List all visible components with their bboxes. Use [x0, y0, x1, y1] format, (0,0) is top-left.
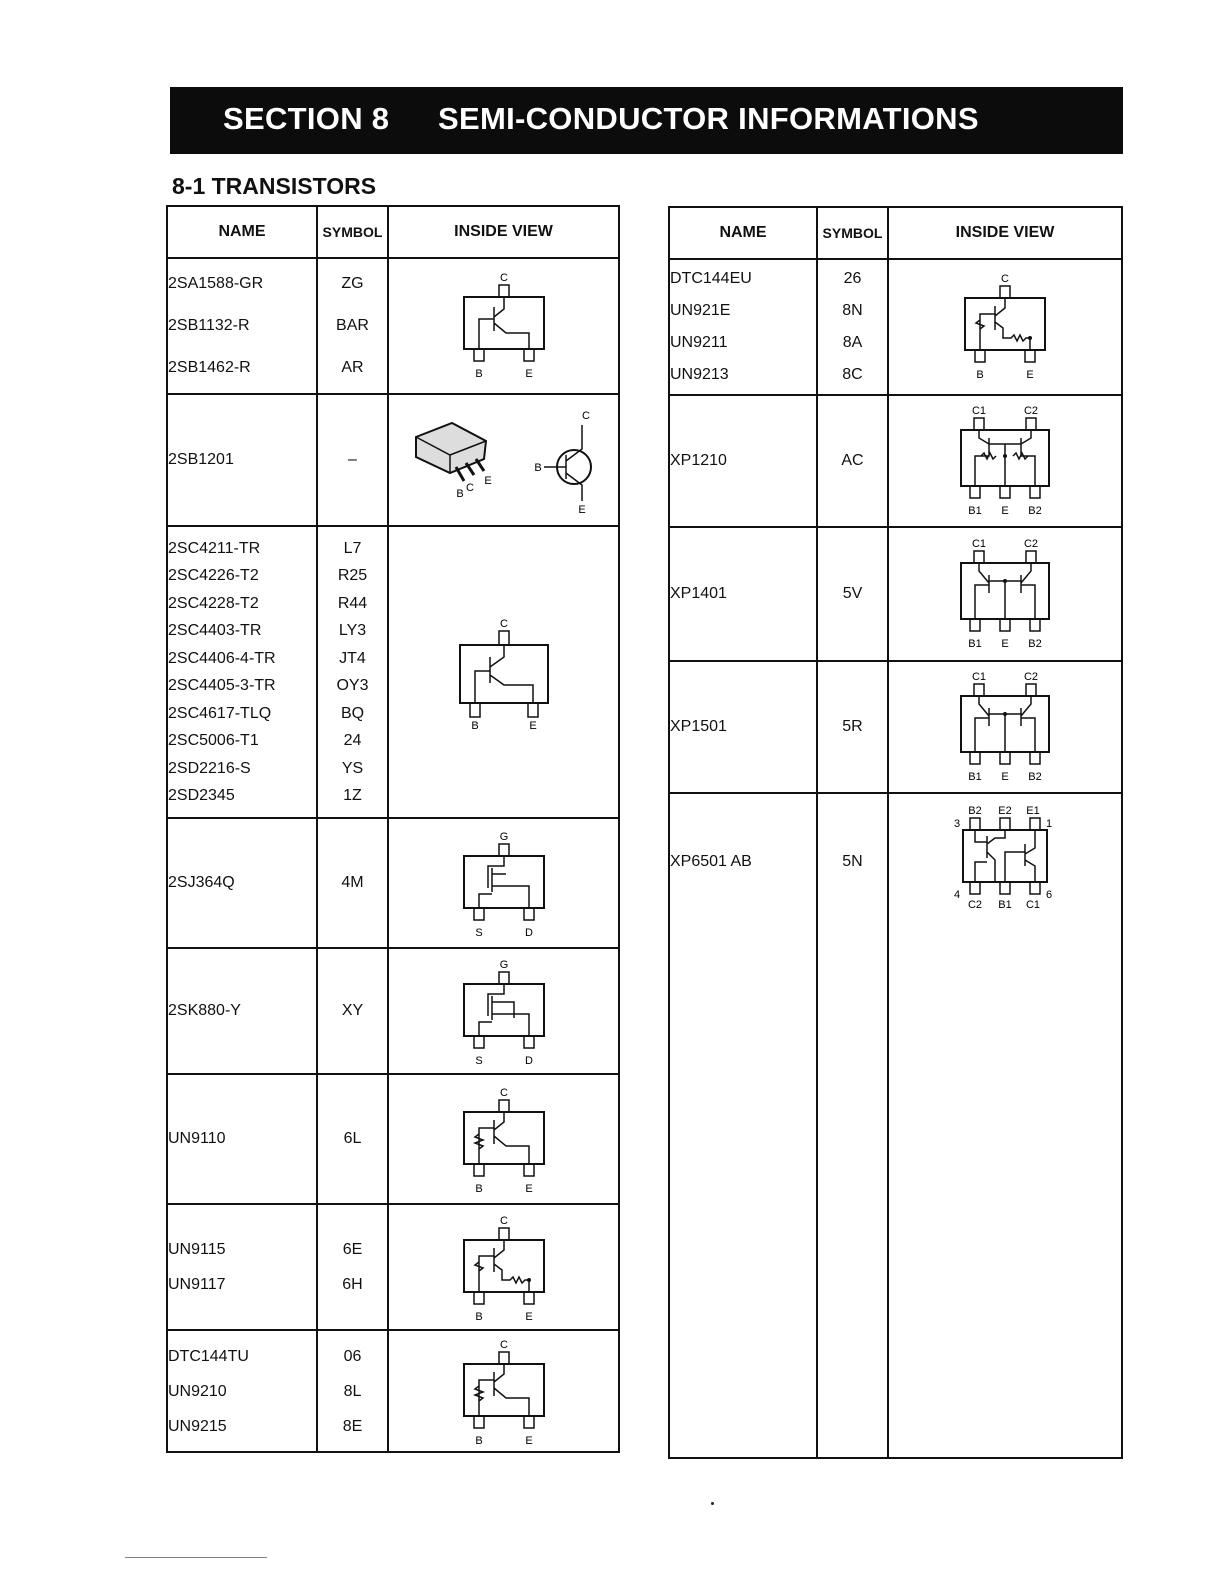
pin-label: C1 — [971, 405, 987, 417]
symbol-header: SYMBOL — [317, 206, 388, 258]
pin-label: E — [524, 1183, 533, 1195]
symbols-cell — [317, 526, 388, 818]
pin-label: B — [474, 368, 483, 380]
inside-view-cell — [388, 818, 619, 948]
marking-symbol: 24 — [343, 732, 362, 749]
npn-transistor-icon — [444, 613, 564, 731]
pin-label: G — [499, 959, 508, 971]
name-header: NAME — [167, 206, 317, 258]
symbols-cell — [317, 394, 388, 526]
marking-symbol: BQ — [340, 704, 365, 722]
symbols-cell — [317, 818, 388, 948]
part-name: XP1501 — [670, 718, 727, 736]
pin-label: C1 — [971, 671, 987, 683]
symbols-cell — [317, 258, 388, 394]
part-name: UN9211 — [670, 334, 728, 351]
inside-view-cell — [888, 661, 1122, 793]
part-name: UN921E — [670, 302, 731, 319]
part-name: XP1210 — [670, 452, 727, 470]
pin-label: C1 — [971, 538, 987, 550]
marking-symbol: 8A — [842, 334, 863, 351]
resistor-transistor-icon — [945, 268, 1065, 386]
marking-symbol: 6L — [343, 1130, 362, 1148]
inside-view-cell — [888, 259, 1122, 395]
pin-label: B1 — [998, 899, 1012, 911]
symbols-cell — [817, 793, 888, 1458]
right-header-row — [669, 207, 1122, 259]
table-row — [167, 526, 619, 818]
pin-label: C1 — [1025, 899, 1041, 911]
pin-label: C — [499, 272, 508, 284]
pin-label: C2 — [1023, 538, 1039, 550]
pin-label: E — [528, 720, 537, 731]
names-cell — [167, 258, 317, 394]
part-name: UN9210 — [168, 1382, 227, 1400]
right-transistor-table — [668, 206, 1123, 1459]
marking-symbol: 8N — [842, 302, 863, 319]
part-name: 2SC5006-T1 — [168, 732, 259, 749]
part-name: UN9117 — [168, 1276, 226, 1293]
part-name: 2SC4405-3-TR — [168, 677, 276, 694]
pin-label: B2 — [1028, 771, 1042, 783]
pin-label: B2 — [968, 805, 982, 817]
table-row — [669, 793, 1122, 1458]
names-cell — [669, 527, 817, 661]
n-channel-fet-icon — [444, 952, 564, 1070]
pin-number: 1 — [1045, 818, 1053, 830]
names-cell — [167, 394, 317, 526]
table-row — [167, 1330, 619, 1452]
part-name: 2SC4617-TLQ — [168, 704, 272, 722]
pin-label: S — [474, 1055, 483, 1067]
pin-label: D — [524, 927, 533, 939]
symbols-cell — [817, 661, 888, 793]
marking-symbol: BAR — [336, 317, 369, 334]
table-row — [669, 661, 1122, 793]
pin-label: E2 — [998, 805, 1012, 817]
marking-symbol: 5N — [842, 853, 863, 870]
marking-symbol: 8C — [842, 366, 863, 383]
pin-label: C — [499, 1087, 508, 1099]
table-row — [167, 1204, 619, 1330]
inside-view-cell — [388, 1204, 619, 1330]
marking-symbol: 8E — [342, 1417, 363, 1435]
pin-label: C2 — [1023, 671, 1039, 683]
marking-symbol: 5V — [842, 585, 863, 603]
part-name: 2SC4228-T2 — [168, 594, 259, 612]
pin-number: 3 — [953, 818, 961, 830]
p-channel-fet-icon — [444, 824, 564, 942]
marking-symbol: XY — [341, 1002, 364, 1020]
part-name: XP1401 — [670, 585, 727, 603]
symbols-cell — [317, 948, 388, 1074]
pin-label: B1 — [968, 771, 982, 783]
part-name: 2SJ364Q — [168, 874, 235, 892]
names-cell — [669, 661, 817, 793]
pin-label: D — [524, 1055, 533, 1067]
part-name: 2SB1462-R — [168, 359, 251, 376]
inside-view-cell — [388, 258, 619, 394]
power-transistor-package-icon — [394, 405, 614, 515]
marking-symbol: 6E — [342, 1241, 363, 1258]
pin-number: 4 — [953, 889, 961, 901]
part-name: 2SD2216-S — [168, 759, 251, 777]
part-name: DTC144EU — [670, 270, 752, 287]
left-header-row — [167, 206, 619, 258]
symbols-cell — [317, 1074, 388, 1204]
dual-transistor-6pin-icon — [945, 800, 1065, 926]
marking-symbol: AC — [841, 452, 864, 470]
pin-label: C — [1001, 273, 1009, 285]
marking-symbol: YS — [341, 759, 364, 777]
part-name: 2SK880-Y — [168, 1002, 241, 1020]
names-cell — [669, 793, 817, 1458]
pin-label: E — [577, 504, 586, 515]
marking-symbol: 8L — [343, 1382, 362, 1400]
pin-label: E1 — [1026, 805, 1040, 817]
pin-label: C — [581, 410, 590, 422]
pin-label: C2 — [1023, 405, 1039, 417]
part-name: UN9213 — [670, 366, 729, 383]
pin-label: B — [474, 1311, 483, 1323]
inside-view-cell — [388, 394, 619, 526]
marking-symbol: OY3 — [336, 677, 369, 694]
names-cell — [167, 1204, 317, 1330]
scan-speck — [711, 1502, 714, 1505]
pin-label: B — [533, 462, 542, 474]
part-name: UN9215 — [168, 1417, 227, 1435]
pin-label: C — [465, 482, 474, 494]
pin-label: E — [1001, 638, 1009, 650]
pin-label: B — [976, 369, 984, 381]
scan-edge-line — [125, 1557, 267, 1558]
marking-symbol: 6H — [342, 1276, 363, 1293]
marking-symbol: 06 — [343, 1347, 362, 1365]
resistor-transistor-icon — [444, 1080, 564, 1198]
table-row — [669, 395, 1122, 527]
marking-symbol: 4M — [341, 874, 364, 892]
inside-view-header: INSIDE VIEW — [888, 207, 1122, 259]
inside-view-cell — [888, 793, 1122, 1458]
symbols-cell — [317, 1330, 388, 1452]
pin-label: B2 — [1028, 638, 1042, 650]
names-cell — [167, 1330, 317, 1452]
marking-symbol: 1Z — [343, 787, 362, 804]
pin-label: E — [524, 1435, 533, 1447]
part-name: 2SC4211-TR — [168, 539, 261, 557]
names-cell — [669, 395, 817, 527]
pin-label: E — [483, 475, 492, 487]
marking-symbol: L7 — [343, 539, 362, 557]
marking-symbol: JT4 — [339, 649, 366, 667]
pin-number: 6 — [1045, 889, 1053, 901]
part-name: 2SA1588-GR — [168, 275, 264, 292]
pin-label: B — [474, 1183, 483, 1195]
pin-label: B — [455, 488, 464, 500]
marking-symbol: – — [348, 451, 357, 469]
inside-view-cell — [888, 527, 1122, 661]
names-cell — [167, 818, 317, 948]
part-name: UN9115 — [168, 1241, 226, 1258]
inside-view-cell — [388, 948, 619, 1074]
section-title: SEMI-CONDUCTOR INFORMATIONS — [438, 101, 979, 136]
inside-view-cell — [888, 395, 1122, 527]
names-cell — [669, 259, 817, 395]
marking-symbol: R44 — [337, 594, 368, 612]
pin-label: C2 — [967, 899, 983, 911]
section-banner — [170, 87, 1123, 154]
part-name: DTC144TU — [168, 1347, 249, 1365]
resistor-transistor-icon — [444, 1332, 564, 1450]
part-name: 2SD2345 — [168, 787, 235, 804]
part-name: 2SC4406-4-TR — [168, 649, 276, 667]
pin-label: G — [499, 831, 508, 843]
names-cell — [167, 526, 317, 818]
table-row — [669, 259, 1122, 395]
table-row — [669, 527, 1122, 661]
symbols-cell — [817, 395, 888, 527]
pnp-transistor-icon — [444, 267, 564, 385]
pin-label: S — [474, 927, 483, 939]
marking-symbol: 5R — [842, 718, 863, 736]
pin-label: B — [470, 720, 479, 731]
names-cell — [167, 1074, 317, 1204]
marking-symbol: LY3 — [338, 622, 367, 639]
part-name: 2SC4403-TR — [168, 622, 262, 639]
table-row — [167, 394, 619, 526]
table-row — [167, 1074, 619, 1204]
part-name: XP6501 AB — [670, 853, 752, 870]
marking-symbol: AR — [341, 359, 364, 376]
part-name: UN9110 — [168, 1130, 226, 1148]
inside-view-header: INSIDE VIEW — [388, 206, 619, 258]
pin-label: B — [474, 1435, 483, 1447]
subheading: 8-1 TRANSISTORS — [172, 173, 377, 199]
inside-view-cell — [388, 1330, 619, 1452]
left-transistor-table — [166, 205, 620, 1453]
symbol-header: SYMBOL — [817, 207, 888, 259]
inside-view-cell — [388, 1074, 619, 1204]
part-name: 2SC4226-T2 — [168, 567, 259, 584]
inside-view-cell — [388, 526, 619, 818]
marking-symbol: ZG — [341, 275, 364, 292]
pin-label: C — [499, 1339, 508, 1351]
pin-label: B1 — [968, 638, 982, 650]
pin-label: B2 — [1028, 505, 1042, 517]
pin-label: C — [499, 1215, 508, 1227]
dual-transistor-icon — [945, 666, 1065, 788]
table-row — [167, 258, 619, 394]
table-row — [167, 948, 619, 1074]
pin-label: E — [1001, 505, 1009, 517]
symbols-cell — [817, 527, 888, 661]
pin-label: E — [1026, 369, 1034, 381]
pin-label: E — [1001, 771, 1009, 783]
symbols-cell — [317, 1204, 388, 1330]
pin-label: E — [524, 1311, 533, 1323]
symbols-cell — [817, 259, 888, 395]
pin-label: B1 — [968, 505, 982, 517]
resistor-transistor-icon — [444, 1208, 564, 1326]
part-name: 2SB1201 — [168, 451, 234, 469]
marking-symbol: R25 — [337, 567, 368, 584]
dual-transistor-icon — [945, 400, 1065, 522]
table-row — [167, 818, 619, 948]
pin-label: E — [524, 368, 533, 380]
names-cell — [167, 948, 317, 1074]
pin-label: C — [499, 618, 508, 630]
dual-transistor-icon — [945, 533, 1065, 655]
name-header: NAME — [669, 207, 817, 259]
marking-symbol: 26 — [843, 270, 862, 287]
part-name: 2SB1132-R — [168, 317, 250, 334]
section-label: SECTION 8 — [223, 101, 390, 136]
